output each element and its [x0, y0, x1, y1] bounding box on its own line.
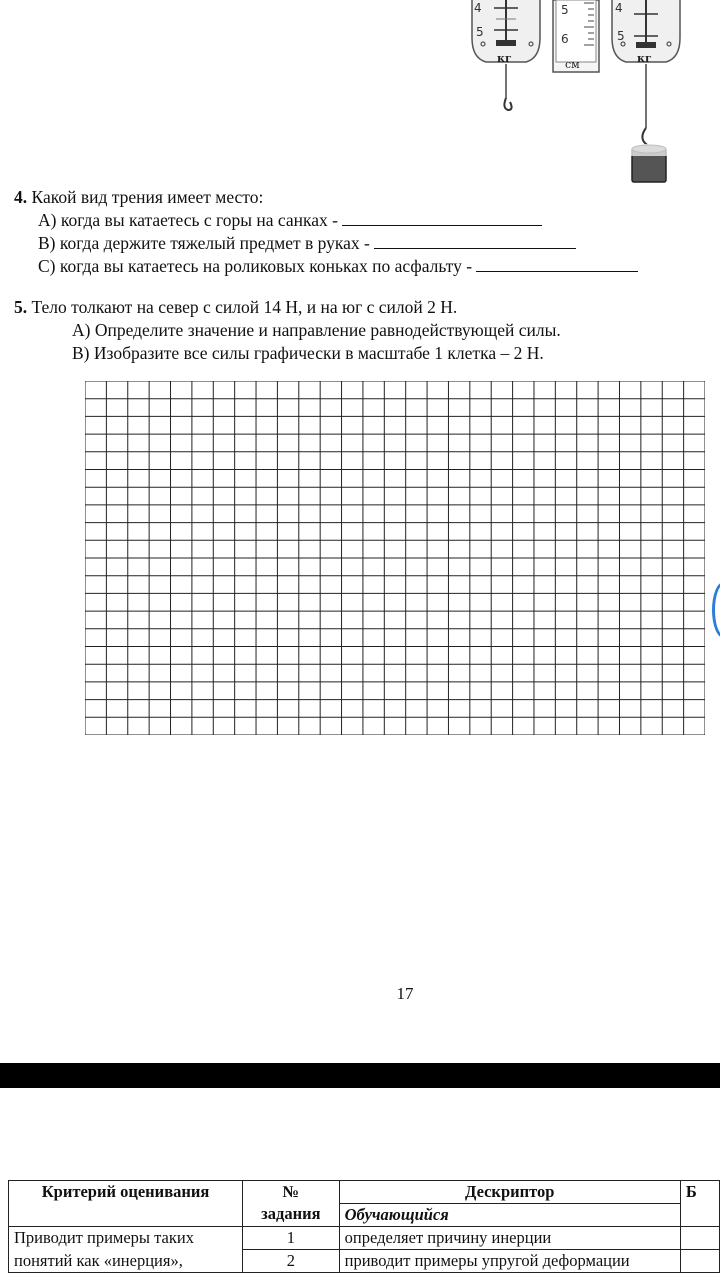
header-descriptor: Дескриптор	[339, 1181, 680, 1204]
question-4-option-b-line	[14, 232, 638, 255]
rubric-cell-task: 2	[243, 1250, 340, 1273]
question-4-option-c: С) когда вы катаетесь на роликовых коньках по асфальту -	[38, 256, 473, 276]
left-spring-scale	[472, 0, 540, 110]
page-separator	[0, 1063, 720, 1088]
question-5-part-b: В) Изобразите все силы графически в масштабе 1 клетка – 2 Н.	[72, 343, 544, 363]
question-4-title: Какой вид трения имеет место:	[31, 187, 264, 207]
rubric-cell-task: 1	[243, 1227, 340, 1250]
header-learner: Обучающийся	[339, 1204, 680, 1227]
question-4-number: 4.	[14, 187, 28, 207]
rubric-cell-criterion: Приводит примеры таких	[9, 1227, 243, 1250]
question-4-option-b: В) когда держите тяжелый предмет в руках -	[38, 233, 370, 253]
header-task-number	[243, 1181, 340, 1227]
spring-scales-figure	[460, 0, 700, 190]
answer-blank-c[interactable]	[476, 257, 638, 272]
answer-blank-a[interactable]	[342, 211, 542, 226]
page-number: 17	[396, 984, 414, 1003]
header-criterion: Критерий оценивания	[9, 1181, 243, 1227]
question-4	[14, 186, 638, 278]
question-4-option-a: А) когда вы катаетесь с горы на санках -	[38, 210, 338, 230]
right-scale-tick-5: 5	[617, 29, 625, 43]
ruler-unit: см	[565, 58, 580, 71]
header-extra: Б	[680, 1181, 719, 1227]
question-4-option-a-line	[14, 209, 638, 232]
right-scale-unit: кг	[637, 52, 652, 65]
question-5-number: 5.	[14, 297, 28, 317]
rubric-cell-extra	[680, 1250, 719, 1273]
question-5-part-a: А) Определите значение и направление равнодействующей силы.	[72, 320, 561, 340]
rubric-cell-extra	[680, 1227, 719, 1250]
header-task-number-line2: задания	[261, 1204, 321, 1223]
rubric-cell-descriptor: определяет причину инерции	[339, 1227, 680, 1250]
left-scale-unit: кг	[497, 52, 512, 65]
rubric-header-row	[9, 1181, 720, 1204]
rubric-cell-criterion: понятий как «инерция»,	[9, 1250, 243, 1273]
question-4-title-line	[14, 186, 638, 209]
question-4-option-c-line	[14, 255, 638, 278]
watermark	[622, 144, 682, 156]
rubric-cell-descriptor: приводит примеры упругой деформации	[339, 1250, 680, 1273]
question-5-title: Тело толкают на север с силой 14 Н, и на юг с силой 2 Н.	[31, 297, 458, 317]
ruler-tick-6: 6	[561, 32, 569, 46]
ruler-tick-5: 5	[561, 3, 569, 17]
answer-grid[interactable]	[85, 381, 705, 735]
left-scale-tick-5: 5	[476, 25, 484, 39]
rubric-table	[8, 1180, 720, 1273]
left-scale-tick-4: 4	[474, 1, 482, 15]
header-task-number-line1: №	[282, 1182, 300, 1201]
right-scale-tick-4: 4	[615, 1, 623, 15]
answer-blank-b[interactable]	[374, 234, 576, 249]
table-row	[9, 1250, 720, 1273]
middle-ruler	[553, 0, 599, 72]
floating-scroll-button[interactable]	[712, 582, 720, 638]
question-5-title-line	[14, 296, 561, 319]
question-5	[14, 296, 561, 365]
table-row	[9, 1227, 720, 1250]
